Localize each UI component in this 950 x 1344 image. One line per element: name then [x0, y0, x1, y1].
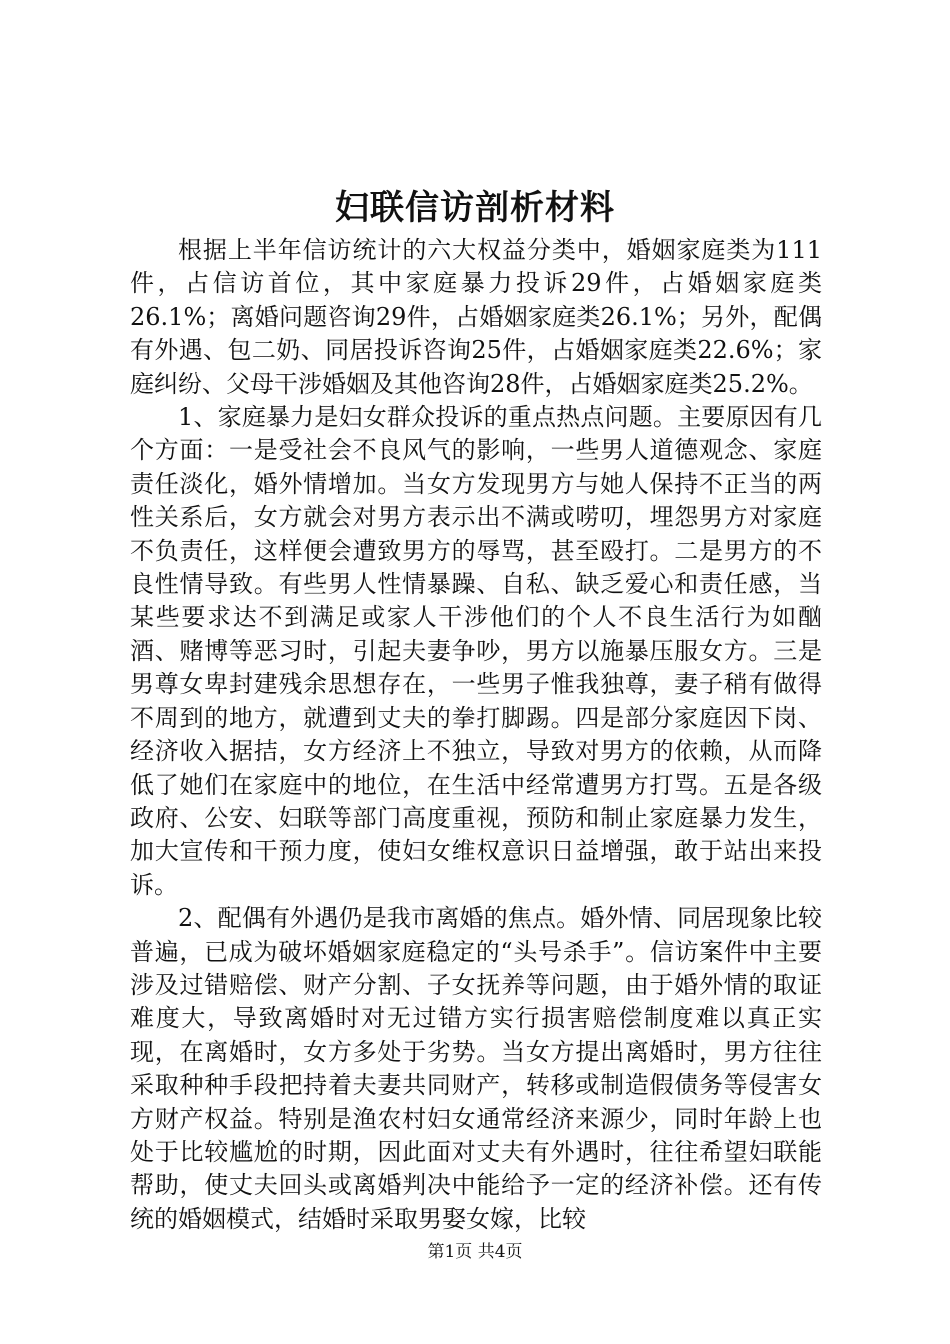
document-body	[130, 234, 822, 1236]
paragraph-intro: 根据上半年信访统计的六大权益分类中，婚姻家庭类为111件，占信访首位，其中家庭暴力投诉29件，占婚姻家庭类26.1%；离婚问题咨询29件，占婚姻家庭类26.1%；另外，配偶有外遇、包二奶、同居投诉咨询25件，占婚姻家庭类22.6%；家庭纠纷、父母干涉婚姻及其他咨询28件，占婚姻家庭类25.2%。	[130, 236, 822, 398]
paragraph-domestic-violence: 1、家庭暴力是妇女群众投诉的重点热点问题。主要原因有几个方面：一是受社会不良风气的影响，一些男人道德观念、家庭责任淡化，婚外情增加。当女方发现男方与她人保持不正当的两性关系后，女方就会对男方表示出不满或唠叨，埋怨男方对家庭不负责任，这样便会遭致男方的辱骂，甚至殴打。二是男方的不良性情导致。有些男人性情暴躁、自私、缺乏爱心和责任感，当某些要求达不到满足或家人干涉他们的个人不良生活行为如酗酒、赌博等恶习时，引起夫妻争吵，男方以施暴压服女方。三是男尊女卑封建残余思想存在，一些男子惟我独尊，妻子稍有做得不周到的地方，就遭到丈夫的拳打脚踢。四是部分家庭因下岗、经济收入据拮，女方经济上不独立，导致对男方的依赖，从而降低了她们在家庭中的地位，在生活中经常遭男方打骂。五是各级政府、公安、妇联等部门高度重视，预防和制止家庭暴力发生，加大宣传和干预力度，使妇女维权意识日益增强，敢于站出来投诉。	[130, 403, 822, 899]
paragraph-extramarital-affairs: 2、配偶有外遇仍是我市离婚的焦点。婚外情、同居现象比较普遍，已成为破坏婚姻家庭稳定的“头号杀手”。信访案件中主要涉及过错赔偿、财产分割、子女抚养等问题，由于婚外情的取证难度大，导致离婚时对无过错方实行损害赔偿制度难以真正实现，在离婚时，女方多处于劣势。当女方提出离婚时，男方往往采取种种手段把持着夫妻共同财产，转移或制造假债务等侵害女方财产权益。特别是渔农村妇女通常经济来源少，同时年龄上也处于比较尴尬的时期，因此面对丈夫有外遇时，往往希望妇联能帮助，使丈夫回头或离婚判决中能给予一定的经济补偿。还有传统的婚姻模式，结婚时采取男娶女嫁，比较	[130, 904, 822, 1233]
page-footer: 第1页 共4页	[427, 1242, 523, 1262]
page-title: 妇联信访剖析材料	[335, 188, 615, 228]
